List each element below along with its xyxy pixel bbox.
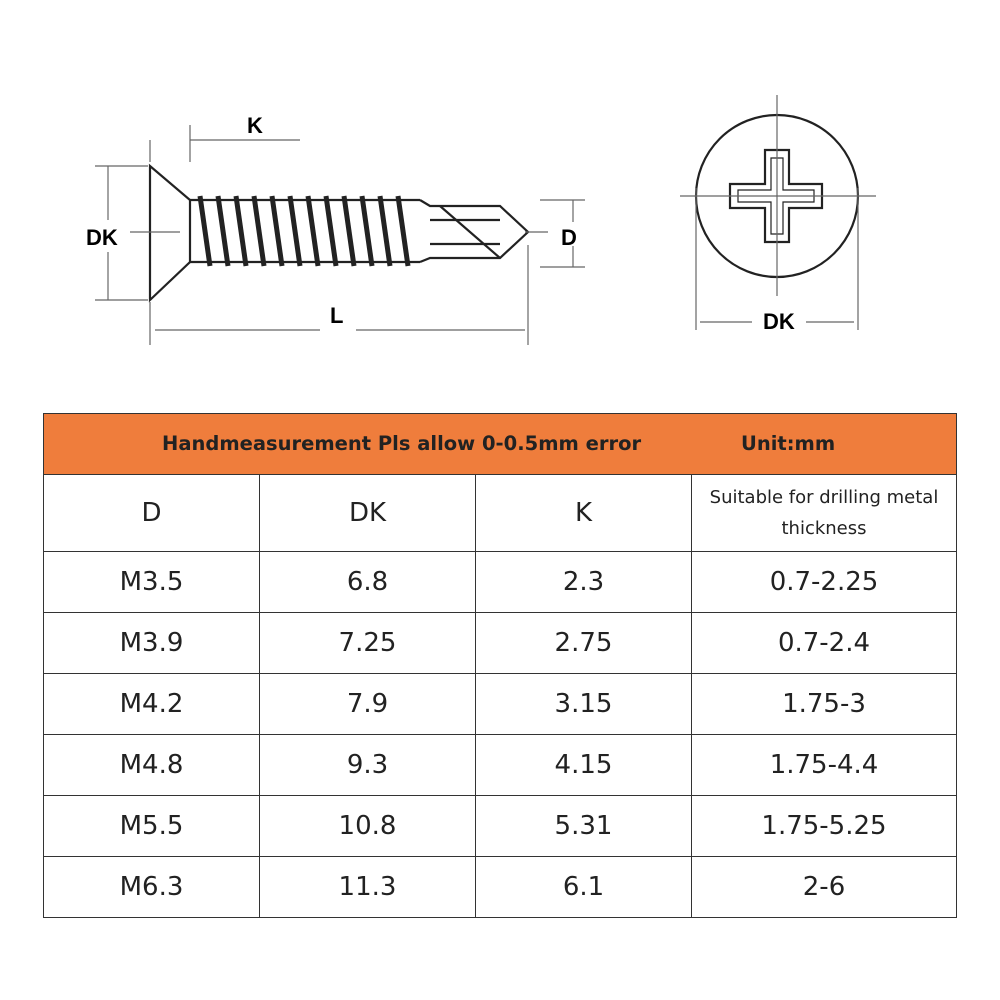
cell-thickness: 1.75-5.25 [692, 796, 957, 857]
col-header-dk: DK [260, 475, 476, 552]
cell-dk: 7.9 [260, 674, 476, 735]
label-d: D [561, 225, 577, 250]
table-row [44, 613, 957, 674]
spec-table [43, 413, 957, 918]
table-header-bar [44, 414, 957, 475]
screw-diagram [0, 0, 1000, 400]
cell-d: M6.3 [44, 857, 260, 918]
cell-d: M3.9 [44, 613, 260, 674]
screw-side-view [150, 166, 528, 300]
cell-d: M4.8 [44, 735, 260, 796]
label-k: K [247, 113, 263, 138]
table-row [44, 857, 957, 918]
cell-k: 2.75 [476, 613, 692, 674]
cell-thickness: 1.75-3 [692, 674, 957, 735]
table-row [44, 796, 957, 857]
measurement-note: Handmeasurement Pls allow 0-0.5mm error [162, 432, 642, 455]
cell-k: 3.15 [476, 674, 692, 735]
cell-dk: 9.3 [260, 735, 476, 796]
cell-dk: 11.3 [260, 857, 476, 918]
label-dk-top: DK [763, 309, 795, 334]
label-l: L [330, 303, 344, 328]
cell-dk: 7.25 [260, 613, 476, 674]
col-header-thickness: Suitable for drilling metal thickness [692, 475, 957, 552]
cell-d: M5.5 [44, 796, 260, 857]
cell-thickness: 2-6 [692, 857, 957, 918]
cell-k: 4.15 [476, 735, 692, 796]
table-row [44, 674, 957, 735]
col-header-k: K [476, 475, 692, 552]
cell-k: 5.31 [476, 796, 692, 857]
cell-thickness: 0.7-2.4 [692, 613, 957, 674]
cell-thickness: 0.7-2.25 [692, 552, 957, 613]
col-header-d: D [44, 475, 260, 552]
cell-d: M4.2 [44, 674, 260, 735]
cell-thickness: 1.75-4.4 [692, 735, 957, 796]
cell-d: M3.5 [44, 552, 260, 613]
cell-dk: 10.8 [260, 796, 476, 857]
cell-k: 6.1 [476, 857, 692, 918]
cell-dk: 6.8 [260, 552, 476, 613]
cell-k: 2.3 [476, 552, 692, 613]
column-headers [44, 475, 957, 552]
unit-label: Unit:mm [741, 432, 836, 455]
table-row [44, 735, 957, 796]
label-dk-side: DK [86, 225, 118, 250]
table-row [44, 552, 957, 613]
